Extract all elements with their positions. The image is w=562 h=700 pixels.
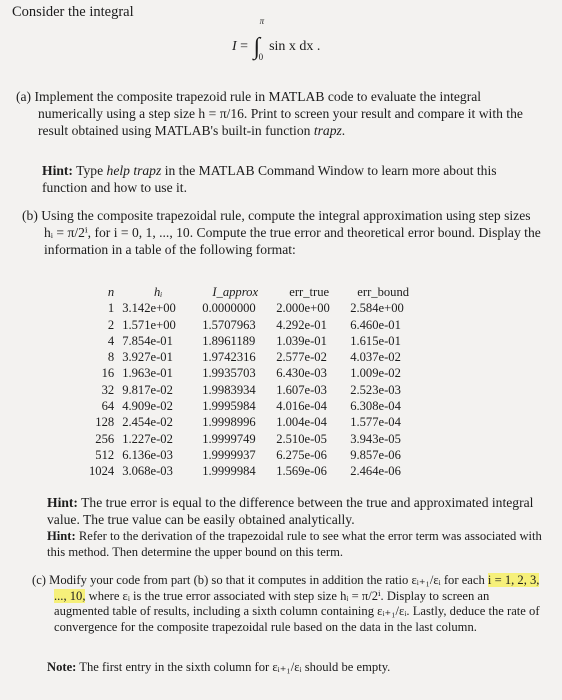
table-row <box>85 349 420 365</box>
cell-h: 9.817e-02 <box>122 382 173 397</box>
part-c-highlight: i = 1, 2, 3, ..., 10, <box>54 573 540 603</box>
hint1-post: in the MATLAB Command Window to learn more about this function and how to use it. <box>42 163 497 195</box>
hint-error-bound <box>47 529 547 560</box>
hint1-pre: Type <box>76 163 104 178</box>
cell-iapprox: 1.9935703 <box>202 366 256 381</box>
cell-err-true: 2.510e-05 <box>276 431 327 446</box>
cell-h: 3.068e-03 <box>122 464 173 479</box>
table-row <box>85 365 420 381</box>
cell-err-true: 2.000e+00 <box>276 301 330 316</box>
cell-h: 1.963e-01 <box>122 366 173 381</box>
cell-err-bound: 2.464e-06 <box>350 464 401 479</box>
integral-upper-limit: π <box>259 16 265 26</box>
cell-err-true: 2.577e-02 <box>276 350 327 365</box>
hint3-label: Hint: <box>47 529 76 543</box>
cell-n: 16 <box>101 366 115 381</box>
part-b <box>22 207 542 258</box>
integral-symbol: ∫ <box>253 34 261 60</box>
part-a-func: trapz <box>313 123 342 138</box>
header-err-true: err_true <box>289 285 330 299</box>
part-b-text: Using the composite trapezoidal rule, compute the integral approximation using step sizes hᵢ = π/2ⁱ, for i = 0, 1, ..., 10. Compute the true error and theoretical error bound. Display the information in a table of the following format: <box>41 208 541 257</box>
cell-n: 512 <box>95 447 115 462</box>
cell-iapprox: 1.9995984 <box>202 399 256 414</box>
table-row <box>85 431 420 447</box>
hint1-label: Hint: <box>42 163 73 178</box>
cell-err-bound: 6.460e-01 <box>350 317 401 332</box>
cell-err-true: 6.430e-03 <box>276 366 327 381</box>
cell-h: 1.227e-02 <box>122 431 173 446</box>
part-b-label: (b) <box>22 208 38 223</box>
header-h: hᵢ <box>154 285 163 299</box>
cell-err-bound: 4.037e-02 <box>350 350 401 365</box>
note <box>47 659 390 675</box>
table-row <box>85 300 420 316</box>
cell-err-true: 6.275e-06 <box>276 447 327 462</box>
cell-n: 1024 <box>89 464 115 479</box>
results-table <box>85 284 420 480</box>
cell-err-true: 1.569e-06 <box>276 464 327 479</box>
hint2-label: Hint: <box>47 495 78 510</box>
part-c-label: (c) <box>32 573 46 587</box>
table-row <box>85 447 420 463</box>
cell-err-bound: 9.857e-06 <box>350 447 401 462</box>
integral-equation <box>232 16 321 62</box>
header-iapprox: I_approx <box>212 285 259 299</box>
cell-err-bound: 1.615e-01 <box>350 333 401 348</box>
cell-err-bound: 1.577e-04 <box>350 415 401 430</box>
part-a-label: (a) <box>16 89 32 104</box>
part-a-text: Implement the composite trapezoid rule in MATLAB code to evaluate the integral numerically using a step size h = π/16. Print to screen your result and compare it with the result obtained using MATLAB's built-in function <box>34 89 523 138</box>
cell-iapprox: 1.9998996 <box>202 415 256 430</box>
cell-iapprox: 1.9983934 <box>202 382 256 397</box>
table-row <box>85 317 420 333</box>
cell-err-true: 4.292e-01 <box>276 317 327 332</box>
cell-err-bound: 2.584e+00 <box>350 301 404 316</box>
equation-equals: = <box>240 39 249 54</box>
integral-lower-limit: 0 <box>258 52 264 62</box>
hint3-text: Refer to the derivation of the trapezoidal rule to see what the error term was associated with this method. Then determine the upper bound on this term. <box>47 529 542 559</box>
table-row <box>85 463 420 479</box>
table-header-row <box>85 284 420 300</box>
hint1-cmd: help trapz <box>106 163 162 178</box>
cell-n: 256 <box>95 431 115 446</box>
cell-n: 2 <box>107 317 115 332</box>
table-row <box>85 398 420 414</box>
header-n: n <box>107 285 115 299</box>
cell-err-true: 1.039e-01 <box>276 333 327 348</box>
integral-sign <box>253 16 265 62</box>
cell-err-bound: 3.943e-05 <box>350 431 401 446</box>
part-a-end: . <box>341 123 346 138</box>
cell-err-bound: 2.523e-03 <box>350 382 401 397</box>
cell-iapprox: 1.9999984 <box>202 464 256 479</box>
table-row <box>85 333 420 349</box>
cell-h: 6.136e-03 <box>122 447 173 462</box>
cell-h: 7.854e-01 <box>122 333 173 348</box>
cell-iapprox: 1.9742316 <box>202 350 256 365</box>
part-c-text2: where εᵢ is the true error associated with step size hᵢ = π/2ⁱ. Display to screen an augmented table of results, including a sixth column containing εᵢ₊₁/εᵢ. Lastly, deduce the rate of convergence for the composite trapezoidal rule based on the data in the last column. <box>54 588 540 634</box>
header-err-bound: err_bound <box>357 285 410 299</box>
cell-err-bound: 1.009e-02 <box>350 366 401 381</box>
cell-iapprox: 1.8961189 <box>202 333 256 348</box>
cell-n: 4 <box>107 333 115 348</box>
cell-err-true: 1.004e-04 <box>276 415 327 430</box>
table-body <box>85 300 420 479</box>
cell-h: 3.142e+00 <box>122 301 176 316</box>
note-text: The first entry in the sixth column for εᵢ₊₁/εᵢ should be empty. <box>79 660 391 674</box>
cell-err-bound: 6.308e-04 <box>350 399 401 414</box>
part-a <box>16 88 546 139</box>
cell-h: 4.909e-02 <box>122 399 173 414</box>
hint2-text: The true error is equal to the difference between the true and approximated integral value. The true value can be easily obtained analytically. <box>47 495 534 527</box>
cell-n: 128 <box>95 415 115 430</box>
cell-n: 1 <box>107 301 115 316</box>
cell-h: 1.571e+00 <box>122 317 176 332</box>
part-c-text1: Modify your code from part (b) so that it computes in addition the ratio εᵢ₊₁/εᵢ for each <box>49 573 485 587</box>
cell-iapprox: 1.9999749 <box>202 431 256 446</box>
note-label: Note: <box>47 660 77 674</box>
cell-h: 2.454e-02 <box>122 415 173 430</box>
table-row <box>85 414 420 430</box>
cell-iapprox: 1.9999937 <box>202 447 256 462</box>
cell-iapprox: 1.5707963 <box>202 317 256 332</box>
cell-err-true: 1.607e-03 <box>276 382 327 397</box>
equation-integrand: sin x dx . <box>269 39 321 54</box>
part-c <box>32 573 547 635</box>
equation-lhs: I <box>232 39 237 54</box>
cell-n: 32 <box>101 382 115 397</box>
cell-h: 3.927e-01 <box>122 350 173 365</box>
intro-text: Consider the integral <box>12 4 134 20</box>
hint-true-error <box>47 494 547 528</box>
hint-help-trapz <box>42 162 542 196</box>
cell-n: 8 <box>107 350 115 365</box>
cell-n: 64 <box>101 399 115 414</box>
cell-iapprox: 0.0000000 <box>202 301 256 316</box>
table-row <box>85 382 420 398</box>
cell-err-true: 4.016e-04 <box>276 399 327 414</box>
